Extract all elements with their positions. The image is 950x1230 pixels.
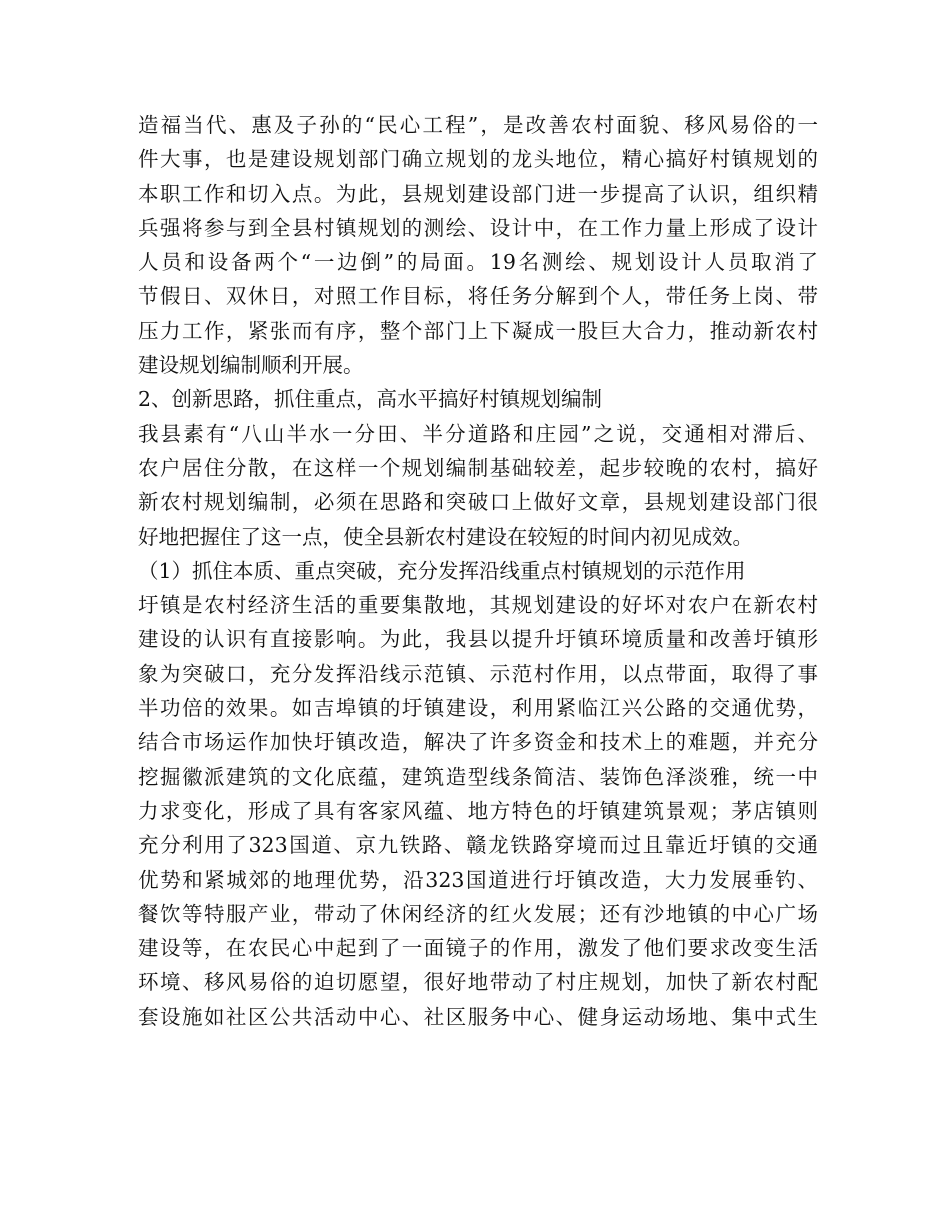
text-line: 新农村规划编制，必须在思路和突破口上做好文章，县规划建设部门很 (138, 490, 818, 515)
text-line: 建设的认识有直接影响。为此，我县以提升圩镇环境质量和改善圩镇形 (138, 627, 818, 652)
text-line: 象为突破口，充分发挥沿线示范镇、示范村作用，以点带面，取得了事 (138, 661, 818, 686)
text-line: 建设等，在农民心中起到了一面镜子的作用，激发了他们要求改变生活 (138, 936, 818, 961)
text-line: 人员和设备两个“一边倒”的局面。19名测绘、规划设计人员取消了 (138, 250, 818, 275)
text-line: 挖掘徽派建筑的文化底蕴，建筑造型线条简洁、装饰色泽淡雅，统一中 (138, 764, 818, 789)
text-line: 餐饮等特服产业，带动了休闲经济的红火发展；还有沙地镇的中心广场 (138, 901, 818, 926)
text-line: 节假日、双休日，对照工作目标，将任务分解到个人，带任务上岗、带 (138, 284, 818, 309)
text-line: 造福当代、惠及子孙的“民心工程”，是改善农村面貌、移风易俗的一 (138, 113, 818, 137)
text-line: 件大事，也是建设规划部门确立规划的龙头地位，精心搞好村镇规划的 (138, 147, 818, 172)
text-line: 2、创新思路，抓住重点，高水平搞好村镇规划编制 (138, 387, 603, 412)
text-line: 优势和紧城郊的地理优势，沿323国道进行圩镇改造，大力发展垂钓、 (138, 867, 818, 892)
text-line: 力求变化，形成了具有客家风蕴、地方特色的圩镇建筑景观；茅店镇则 (138, 798, 818, 823)
text-line: 圩镇是农村经济生活的重要集散地，其规划建设的好坏对农户在新农村 (138, 593, 818, 618)
text-line: （1）抓住本质、重点突破，充分发挥沿线重点村镇规划的示范作用 (138, 558, 746, 583)
text-line: 我县素有“八山半水一分田、半分道路和庄园”之说，交通相对滞后、 (138, 421, 818, 446)
text-line: 农户居住分散，在这样一个规划编制基础较差，起步较晚的农村，搞好 (138, 455, 818, 480)
text-line: 半功倍的效果。如吉埠镇的圩镇建设，利用紧临江兴公路的交通优势， (138, 696, 818, 721)
text-line: 充分利用了323国道、京九铁路、赣龙铁路穿境而过且靠近圩镇的交通 (138, 833, 818, 858)
text-line: 结合市场运作加快圩镇改造，解决了许多资金和技术上的难题，并充分 (138, 730, 818, 755)
text-line: 压力工作，紧张而有序，整个部门上下凝成一股巨大合力，推动新农村 (138, 318, 818, 343)
text-line: 环境、移风易俗的迫切愿望，很好地带动了村庄规划，加快了新农村配 (138, 970, 818, 995)
text-line: 建设规划编制顺利开展。 (138, 353, 364, 378)
text-line: 套设施如社区公共活动中心、社区服务中心、健身运动场地、集中式生 (138, 1004, 818, 1029)
text-line: 好地把握住了这一点，使全县新农村建设在较短的时间内初见成效。 (138, 524, 753, 549)
text-line: 兵强将参与到全县村镇规划的测绘、设计中，在工作力量上形成了设计 (138, 215, 818, 240)
text-line: 本职工作和切入点。为此，县规划建设部门进一步提高了认识，组织精 (138, 181, 818, 206)
body-text (138, 108, 818, 1034)
